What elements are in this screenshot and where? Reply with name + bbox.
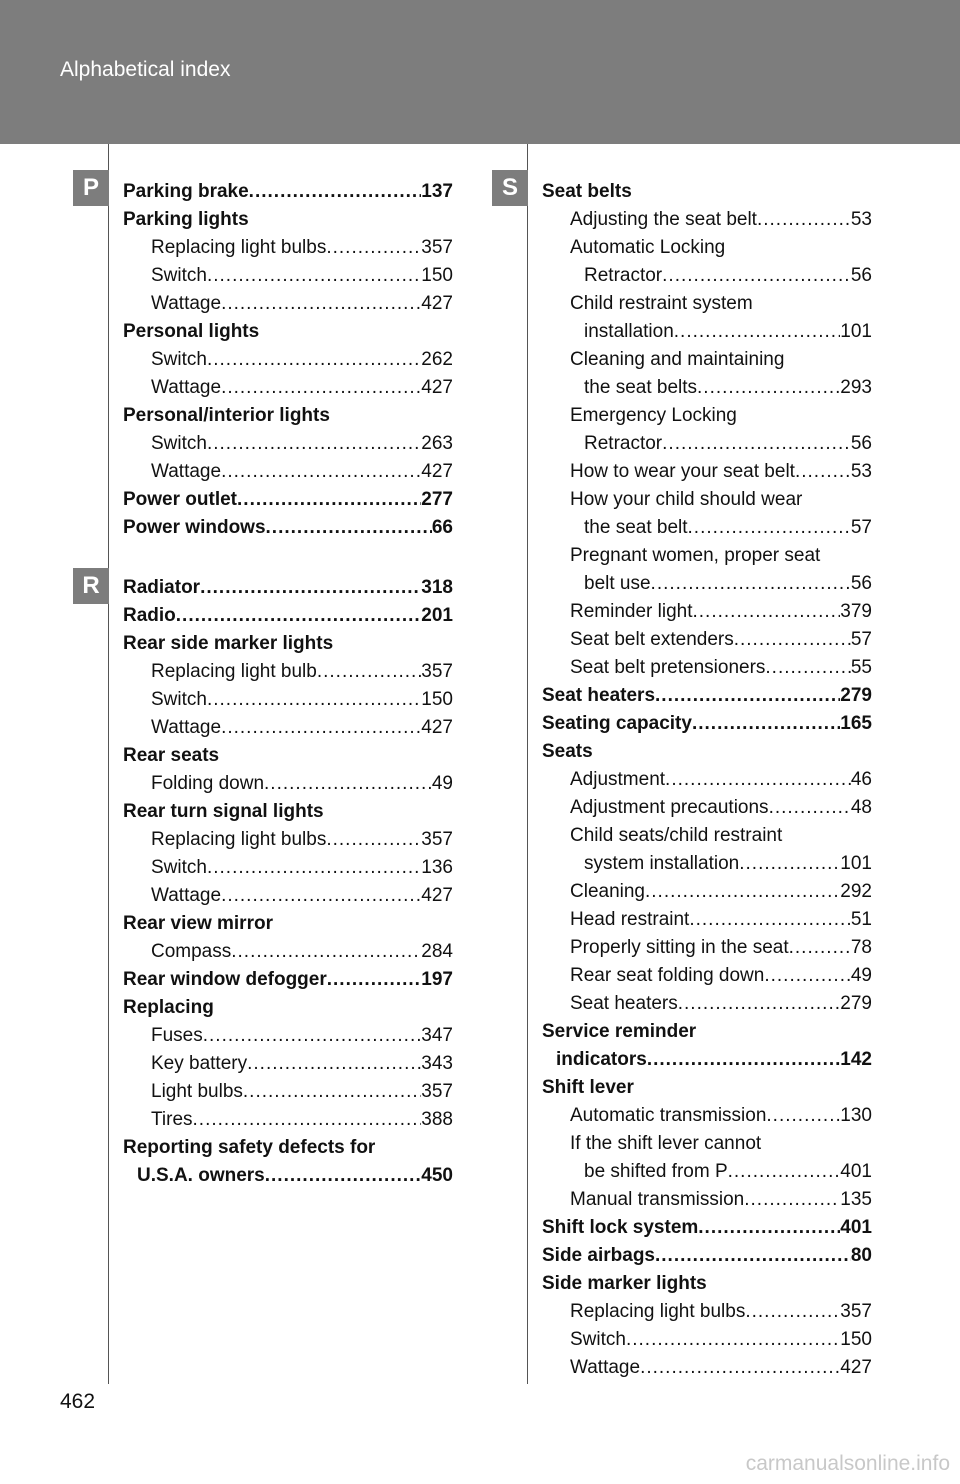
entry-page: 56	[850, 265, 872, 286]
index-entry	[151, 938, 453, 966]
right-divider	[527, 144, 528, 1384]
section-title: Alphabetical index	[60, 58, 231, 81]
dot-leader	[207, 430, 421, 458]
entry-page: 357	[421, 237, 453, 258]
entry-term: Switch	[151, 857, 207, 878]
entry-term: Parking brake	[123, 181, 249, 202]
entry-page: 66	[431, 517, 453, 538]
entry-page: 137	[421, 181, 453, 202]
entry-term: Switch	[151, 265, 207, 286]
index-entry	[151, 430, 453, 458]
dot-leader	[249, 178, 422, 206]
page-header	[0, 0, 960, 144]
entry-page: 57	[850, 517, 872, 538]
index-entry	[570, 290, 872, 318]
dot-leader	[221, 290, 421, 318]
dot-leader	[326, 826, 421, 854]
index-entry	[123, 318, 453, 346]
index-entry	[151, 854, 453, 882]
entry-term: Cleaning and maintaining	[570, 349, 785, 370]
entry-term: Cleaning	[570, 881, 645, 902]
entry-term: Rear view mirror	[123, 913, 273, 934]
entry-page: 427	[421, 293, 453, 314]
entry-term: be shifted from P	[584, 1161, 728, 1182]
entry-term: Automatic Locking	[570, 237, 726, 258]
index-entry	[123, 1134, 453, 1162]
dot-leader	[327, 966, 422, 994]
dot-leader	[207, 686, 421, 714]
letter-tab-r: R	[73, 568, 109, 604]
entry-term: Shift lock system	[542, 1217, 699, 1238]
index-entry	[570, 1326, 872, 1354]
entry-term: the seat belt	[584, 517, 688, 538]
entry-page: 150	[840, 1329, 872, 1350]
page-number: 462	[60, 1390, 96, 1413]
dot-leader	[665, 766, 851, 794]
entry-term: indicators	[556, 1049, 647, 1070]
entry-page: 427	[421, 377, 453, 398]
entry-term: Folding down	[151, 773, 265, 794]
entry-term: Seat belts	[542, 181, 632, 202]
entry-term: belt use	[584, 573, 651, 594]
entry-term: Rear side marker lights	[123, 633, 334, 654]
index-entry	[570, 626, 872, 654]
entry-term: U.S.A. owners	[137, 1165, 265, 1186]
index-entry	[570, 346, 872, 374]
dot-leader	[207, 262, 421, 290]
dot-leader	[221, 374, 421, 402]
index-entry	[151, 1106, 453, 1134]
entry-page: 150	[421, 689, 453, 710]
entry-term: Rear seat folding down	[570, 965, 765, 986]
entry-term: Seat belt extenders	[570, 629, 734, 650]
entry-page: 277	[421, 489, 453, 510]
entry-term: the seat belts	[584, 377, 698, 398]
entry-page: 56	[850, 433, 872, 454]
entry-page: 142	[840, 1049, 872, 1070]
index-entry	[123, 966, 453, 994]
entry-term: Tires	[151, 1109, 193, 1130]
dot-leader	[688, 514, 851, 542]
index-entry	[151, 686, 453, 714]
entry-page: 49	[850, 965, 872, 986]
entry-term: Shift lever	[542, 1077, 634, 1098]
entry-term: Wattage	[151, 293, 222, 314]
index-entry	[123, 206, 453, 234]
dot-leader	[662, 430, 851, 458]
entry-term: Key battery	[151, 1053, 248, 1074]
entry-term: Seat heaters	[542, 685, 656, 706]
entry-page: 318	[421, 577, 453, 598]
index-entry	[570, 458, 872, 486]
entry-term: installation	[584, 321, 674, 342]
entry-term: Switch	[151, 433, 207, 454]
watermark: carmanualsonline.info	[745, 1452, 950, 1475]
dot-leader	[647, 1046, 840, 1074]
entry-term: Radiator	[123, 577, 201, 598]
index-entry	[123, 514, 453, 542]
entry-term: Reminder light	[570, 601, 693, 622]
entry-term: Rear window defogger	[123, 969, 327, 990]
entry-term: Personal lights	[123, 321, 260, 342]
dot-leader	[739, 850, 840, 878]
entry-term: Seating capacity	[542, 713, 692, 734]
entry-term: Manual transmission	[570, 1189, 745, 1210]
entry-term: Wattage	[570, 1357, 641, 1378]
entry-page: 136	[421, 857, 453, 878]
index-entry	[137, 1162, 453, 1190]
entry-page: 135	[840, 1189, 872, 1210]
dot-leader	[626, 1326, 840, 1354]
dot-leader	[326, 234, 421, 262]
index-entry	[570, 1354, 872, 1382]
dot-leader	[698, 1214, 840, 1242]
dot-leader	[193, 1106, 422, 1134]
index-entry	[123, 402, 453, 430]
dot-leader	[766, 1102, 840, 1130]
entry-term: If the shift lever cannot	[570, 1133, 762, 1154]
index-entry	[542, 1018, 872, 1046]
dot-leader	[734, 626, 851, 654]
index-entry	[584, 374, 872, 402]
dot-leader	[662, 262, 851, 290]
index-entry	[151, 770, 453, 798]
entry-term: Replacing light bulbs	[151, 237, 327, 258]
dot-leader	[266, 514, 432, 542]
entry-term: Seats	[542, 741, 593, 762]
entry-term: Light bulbs	[151, 1081, 243, 1102]
entry-page: 165	[840, 713, 872, 734]
entry-term: Power windows	[123, 517, 266, 538]
entry-term: Properly sitting in the seat	[570, 937, 789, 958]
entry-page: 427	[421, 461, 453, 482]
entry-term: Fuses	[151, 1025, 203, 1046]
index-entry	[584, 514, 872, 542]
index-entry	[570, 990, 872, 1018]
index-entry	[151, 234, 453, 262]
dot-leader	[693, 598, 841, 626]
entry-term: Compass	[151, 941, 232, 962]
index-entry	[570, 486, 872, 514]
index-entry	[151, 374, 453, 402]
letter-tab-p: P	[73, 170, 109, 206]
entry-page: 57	[850, 629, 872, 650]
index-entry	[151, 1078, 453, 1106]
left-divider	[108, 144, 109, 1384]
entry-page: 401	[840, 1161, 872, 1182]
dot-leader	[744, 1186, 840, 1214]
index-entry	[542, 738, 872, 766]
entry-page: 101	[840, 321, 872, 342]
index-entry	[123, 742, 453, 770]
index-entry	[584, 262, 872, 290]
dot-leader	[203, 1022, 422, 1050]
index-entry	[570, 206, 872, 234]
entry-page: 80	[850, 1245, 872, 1266]
entry-term: Switch	[151, 689, 207, 710]
entry-term: Replacing light bulbs	[151, 829, 327, 850]
entry-page: 427	[421, 885, 453, 906]
entry-page: 427	[840, 1357, 872, 1378]
dot-leader	[221, 882, 421, 910]
dot-leader	[692, 710, 840, 738]
dot-leader	[728, 1158, 841, 1186]
entry-term: Wattage	[151, 377, 222, 398]
entry-term: Child restraint system	[570, 293, 753, 314]
dot-leader	[757, 206, 851, 234]
index-entry	[123, 574, 453, 602]
entry-term: Head restraint	[570, 909, 690, 930]
index-entry	[570, 794, 872, 822]
index-entry	[570, 1186, 872, 1214]
entry-term: Adjustment	[570, 769, 666, 790]
index-entry	[151, 458, 453, 486]
entry-term: Service reminder	[542, 1021, 697, 1042]
entry-page: 263	[421, 433, 453, 454]
entry-page: 343	[421, 1053, 453, 1074]
dot-leader	[655, 682, 840, 710]
entry-page: 292	[840, 881, 872, 902]
entry-term: Retractor	[584, 433, 663, 454]
entry-term: Parking lights	[123, 209, 249, 230]
entry-page: 279	[840, 993, 872, 1014]
entry-term: Replacing light bulb	[151, 661, 317, 682]
dot-leader	[200, 574, 421, 602]
index-entry	[570, 542, 872, 570]
entry-page: 293	[840, 377, 872, 398]
entry-page: 48	[850, 797, 872, 818]
index-entry	[570, 934, 872, 962]
entry-term: Seat belt pretensioners	[570, 657, 766, 678]
entry-term: Rear seats	[123, 745, 220, 766]
entry-term: Power outlet	[123, 489, 238, 510]
index-entry	[123, 486, 453, 514]
entry-term: How your child should wear	[570, 489, 803, 510]
entry-term: Radio	[123, 605, 176, 626]
index-entry	[584, 1158, 872, 1186]
index-entry	[123, 178, 453, 206]
entry-term: system installation	[584, 853, 740, 874]
dot-leader	[207, 346, 421, 374]
dot-leader	[674, 318, 841, 346]
entry-term: Switch	[151, 349, 207, 370]
entry-term: Child seats/child restraint	[570, 825, 783, 846]
entry-term: Wattage	[151, 885, 222, 906]
index-entry	[570, 598, 872, 626]
dot-leader	[697, 374, 840, 402]
entry-page: 279	[840, 685, 872, 706]
entry-page: 130	[840, 1105, 872, 1126]
index-entry	[151, 658, 453, 686]
dot-leader	[655, 1242, 851, 1270]
entry-page: 388	[421, 1109, 453, 1130]
entry-page: 262	[421, 349, 453, 370]
index-entry	[151, 826, 453, 854]
dot-leader	[689, 906, 851, 934]
index-entry	[570, 878, 872, 906]
entry-page: 53	[850, 461, 872, 482]
entry-page: 401	[840, 1217, 872, 1238]
index-entry	[570, 822, 872, 850]
dot-leader	[317, 658, 421, 686]
entry-page: 379	[840, 601, 872, 622]
entry-term: Replacing	[123, 997, 214, 1018]
dot-leader	[651, 570, 851, 598]
dot-leader	[264, 770, 432, 798]
entry-page: 357	[421, 1081, 453, 1102]
index-entry	[123, 994, 453, 1022]
entry-term: Personal/interior lights	[123, 405, 330, 426]
dot-leader	[221, 714, 421, 742]
entry-page: 150	[421, 265, 453, 286]
dot-leader	[247, 1050, 421, 1078]
dot-leader	[769, 794, 851, 822]
entry-page: 55	[850, 657, 872, 678]
entry-term: Automatic transmission	[570, 1105, 767, 1126]
index-entry	[570, 402, 872, 430]
index-entry	[151, 1022, 453, 1050]
letter-tab-s: S	[492, 170, 528, 206]
index-entry	[570, 962, 872, 990]
index-entry	[556, 1046, 872, 1074]
index-entry	[542, 1074, 872, 1102]
index-entry	[151, 262, 453, 290]
entry-term: Seat heaters	[570, 993, 678, 1014]
index-entry	[542, 1214, 872, 1242]
entry-page: 56	[850, 573, 872, 594]
entry-term: Emergency Locking	[570, 405, 737, 426]
dot-leader	[789, 934, 851, 962]
index-entry	[542, 710, 872, 738]
dot-leader	[678, 990, 841, 1018]
entry-page: 357	[421, 661, 453, 682]
entry-term: Side marker lights	[542, 1273, 707, 1294]
entry-term: Side airbags	[542, 1245, 655, 1266]
dot-leader	[237, 486, 421, 514]
index-entry	[584, 570, 872, 598]
entry-page: 284	[421, 941, 453, 962]
index-entry	[570, 766, 872, 794]
dot-leader	[265, 1162, 422, 1190]
entry-page: 78	[850, 937, 872, 958]
index-entry	[542, 1270, 872, 1298]
entry-page: 49	[431, 773, 453, 794]
index-entry	[151, 1050, 453, 1078]
index-entry	[570, 1298, 872, 1326]
index-entry	[542, 1242, 872, 1270]
index-entry	[123, 602, 453, 630]
dot-leader	[765, 654, 850, 682]
entry-term: Retractor	[584, 265, 663, 286]
entry-term: Wattage	[151, 717, 222, 738]
dot-leader	[207, 854, 421, 882]
entry-page: 101	[840, 853, 872, 874]
index-entry	[570, 654, 872, 682]
dot-leader	[640, 1354, 840, 1382]
index-entry	[542, 682, 872, 710]
index-entry	[570, 234, 872, 262]
entry-term: Reporting safety defects for	[123, 1137, 376, 1158]
index-entry	[584, 850, 872, 878]
index-entry	[151, 346, 453, 374]
index-entry	[570, 906, 872, 934]
entry-term: Switch	[570, 1329, 626, 1350]
entry-page: 51	[850, 909, 872, 930]
index-entry	[542, 178, 872, 206]
index-entry	[570, 1102, 872, 1130]
entry-term: Wattage	[151, 461, 222, 482]
index-entry	[584, 318, 872, 346]
index-entry	[570, 1130, 872, 1158]
entry-page: 46	[850, 769, 872, 790]
entry-page: 201	[421, 605, 453, 626]
dot-leader	[795, 458, 851, 486]
entry-page: 450	[421, 1165, 453, 1186]
dot-leader	[764, 962, 851, 990]
entry-page: 357	[421, 829, 453, 850]
dot-leader	[176, 602, 422, 630]
entry-page: 357	[840, 1301, 872, 1322]
entry-term: How to wear your seat belt	[570, 461, 795, 482]
dot-leader	[221, 458, 421, 486]
entry-term: Adjusting the seat belt	[570, 209, 757, 230]
index-entry	[123, 910, 453, 938]
entry-term: Replacing light bulbs	[570, 1301, 746, 1322]
dot-leader	[231, 938, 421, 966]
index-entry	[151, 290, 453, 318]
dot-leader	[745, 1298, 840, 1326]
entry-term: Rear turn signal lights	[123, 801, 324, 822]
entry-page: 427	[421, 717, 453, 738]
index-entry	[584, 430, 872, 458]
entry-page: 53	[850, 209, 872, 230]
dot-leader	[645, 878, 840, 906]
entry-term: Pregnant women, proper seat	[570, 545, 821, 566]
index-entry	[151, 714, 453, 742]
entry-term: Adjustment precautions	[570, 797, 769, 818]
index-entry	[123, 798, 453, 826]
index-entry	[151, 882, 453, 910]
index-entry	[123, 630, 453, 658]
dot-leader	[243, 1078, 421, 1106]
entry-page: 197	[421, 969, 453, 990]
entry-page: 347	[421, 1025, 453, 1046]
